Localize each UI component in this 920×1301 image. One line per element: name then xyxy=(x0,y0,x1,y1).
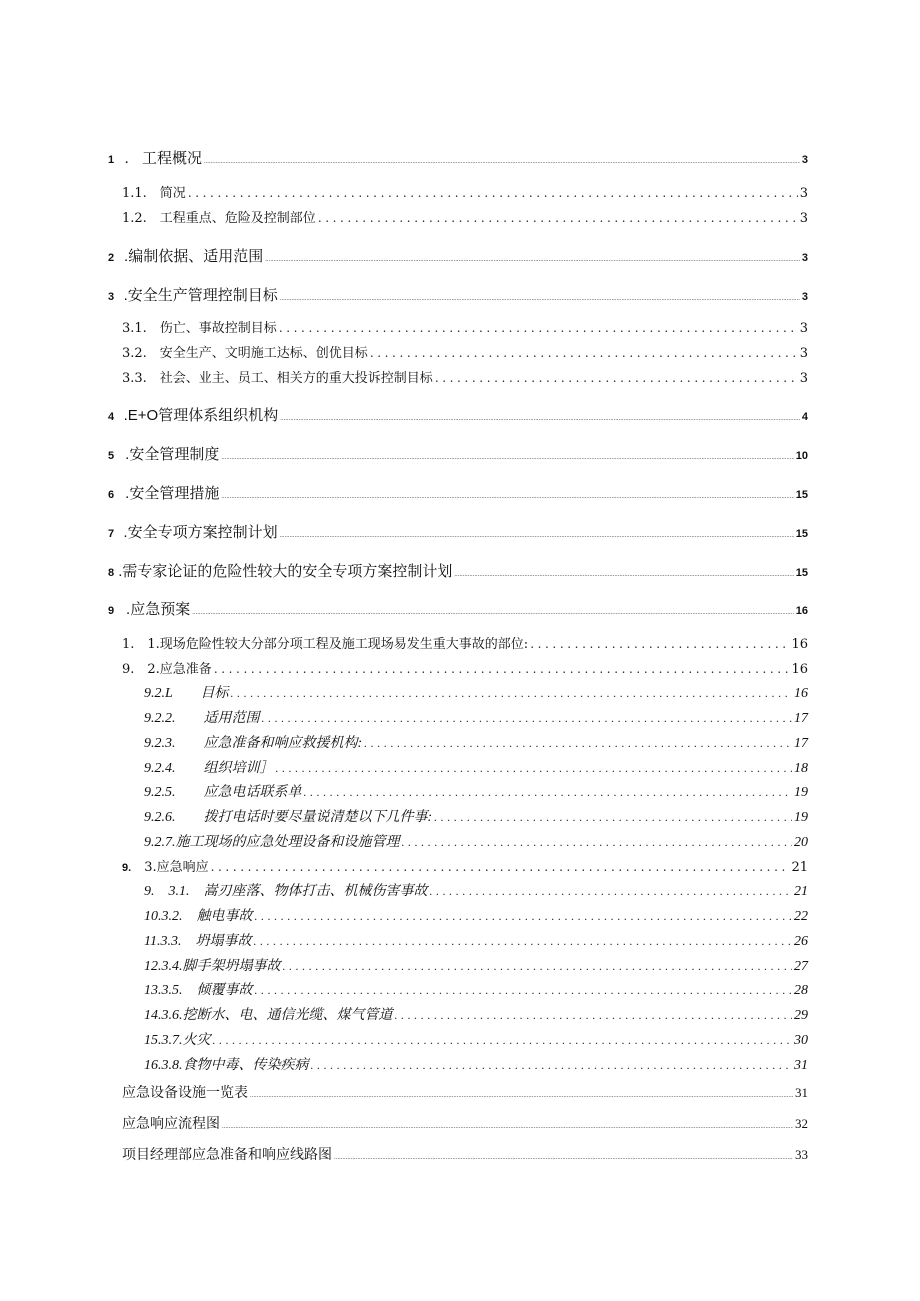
toc-entry-9-3-5[interactable] xyxy=(144,979,808,999)
toc-title: 3.3. 社会、业主、员工、相关方的重大投诉控制目标 xyxy=(122,371,433,386)
toc-title: 9. 2.应急准备 xyxy=(122,662,212,677)
toc-title: 16.3.8.食物中毒、传染疾病 xyxy=(144,1058,309,1073)
dot-leader xyxy=(255,983,793,998)
toc-number: 6 xyxy=(108,489,115,501)
dot-leader xyxy=(280,296,800,302)
toc-page-number: 16 xyxy=(791,637,808,652)
dot-leader xyxy=(279,321,798,335)
toc-page-number: 21 xyxy=(794,884,808,899)
toc-page-number: 27 xyxy=(794,959,808,974)
toc-page-number: 3 xyxy=(801,252,808,264)
toc-entry-7[interactable] xyxy=(108,521,808,542)
toc-entry-9-3[interactable] xyxy=(122,856,808,875)
toc-page-number: 19 xyxy=(794,810,808,825)
toc-title: 应急设备设施一览表 xyxy=(122,1084,248,1100)
toc-entry-9-3-2[interactable] xyxy=(144,905,808,925)
toc-entry-9-2-3[interactable] xyxy=(144,732,808,752)
dot-leader xyxy=(253,934,792,949)
toc-entry-9-2[interactable] xyxy=(122,658,808,677)
toc-entry-9-3-1[interactable] xyxy=(144,880,808,900)
dot-leader xyxy=(262,711,793,726)
toc-entry-1-1[interactable] xyxy=(122,182,808,201)
toc-entry-5[interactable] xyxy=(108,443,808,464)
toc-title: 9.2.4. 组织培训］ xyxy=(144,761,274,776)
dot-leader xyxy=(221,494,793,500)
toc-entry-9-2-4[interactable] xyxy=(144,757,808,777)
dot-leader xyxy=(250,1093,793,1099)
toc-title: 10.3.2. 触电事故 xyxy=(144,909,253,924)
toc-entry-9-2-2[interactable] xyxy=(144,707,808,727)
toc-title: 15.3.7.火灾 xyxy=(144,1033,211,1048)
dot-leader xyxy=(221,455,793,461)
dot-leader xyxy=(304,785,793,800)
toc-title: .需专家论证的危险性较大的安全专项方案控制计划 xyxy=(118,563,453,580)
toc-entry-9-2-5[interactable] xyxy=(144,781,808,801)
toc-page-number: 3 xyxy=(799,346,808,361)
toc-entry-9-3-6[interactable] xyxy=(144,1004,808,1024)
toc-page-number: 30 xyxy=(794,1033,808,1048)
toc-page-number: 15 xyxy=(795,567,808,579)
toc-title: 9.2.2. 适用范围 xyxy=(144,711,260,726)
dot-leader xyxy=(402,835,793,850)
toc-title: 13.3.5. 倾覆事故 xyxy=(144,983,253,998)
dot-leader xyxy=(204,159,800,165)
dot-leader xyxy=(364,736,792,751)
toc-page-number: 16 xyxy=(795,605,808,617)
toc-entry-3[interactable] xyxy=(108,284,808,305)
dot-leader xyxy=(188,186,798,200)
toc-entry-6[interactable] xyxy=(108,482,808,503)
toc-title: 3.应急响应 xyxy=(131,860,209,875)
dot-leader xyxy=(530,637,789,651)
toc-title: 3.1. 伤亡、事故控制目标 xyxy=(122,321,277,336)
toc-number: 7 xyxy=(108,528,115,540)
toc-page-number: 3 xyxy=(799,211,808,226)
toc-entry-1-2[interactable] xyxy=(122,207,808,226)
toc-number: 3 xyxy=(108,291,115,303)
toc-title: .编制依据、适用范围 xyxy=(124,248,264,265)
toc-page-number: 26 xyxy=(794,934,808,949)
dot-leader xyxy=(255,909,793,924)
toc-page-number: 28 xyxy=(794,983,808,998)
dot-leader xyxy=(213,1033,793,1048)
dot-leader xyxy=(211,860,790,874)
toc-page-number: 21 xyxy=(791,860,808,875)
dot-leader xyxy=(434,810,792,825)
toc-page-number: 16 xyxy=(794,686,808,701)
dot-leader xyxy=(214,662,790,676)
dot-leader xyxy=(276,761,793,776)
toc-page-number: 19 xyxy=(794,785,808,800)
toc-page-number: 31 xyxy=(794,1058,808,1073)
toc-page-number: 29 xyxy=(794,1008,808,1023)
toc-entry-9-3-8[interactable] xyxy=(144,1054,808,1074)
dot-leader xyxy=(370,346,798,360)
toc-entry-appendix-route-map[interactable] xyxy=(122,1144,808,1164)
toc-page-number: 15 xyxy=(795,528,808,540)
toc-title: .应急预案 xyxy=(126,601,191,618)
toc-page-number: 3 xyxy=(799,371,808,386)
toc-title: 9. 3.1. 嵩刃座落、物体打击、机械伤害事故 xyxy=(144,884,428,899)
toc-entry-appendix-flowchart[interactable] xyxy=(122,1113,808,1133)
toc-page-number: 16 xyxy=(791,662,808,677)
toc-entry-9-2-6[interactable] xyxy=(144,806,808,826)
toc-page-number: 3 xyxy=(801,154,808,166)
dot-leader xyxy=(265,257,800,263)
toc-page-number: 3 xyxy=(799,321,808,336)
dot-leader xyxy=(283,959,793,974)
toc-page-number: 17 xyxy=(794,711,808,726)
toc-entry-1[interactable] xyxy=(108,147,808,168)
toc-title: .安全专项方案控制计划 xyxy=(123,524,278,541)
toc-number: 1 . xyxy=(108,154,129,166)
toc-entry-9-3-3[interactable] xyxy=(144,930,808,950)
toc-page-number: 33 xyxy=(795,1147,808,1162)
toc-title: 9.2.3. 应急准备和响应救援机构: xyxy=(144,736,363,751)
dot-leader xyxy=(454,572,793,578)
dot-leader xyxy=(430,884,793,899)
toc-entry-9-1[interactable] xyxy=(122,633,808,652)
toc-number: 9. xyxy=(122,862,132,874)
dot-leader xyxy=(311,1058,793,1073)
toc-page-number: 17 xyxy=(794,736,808,751)
toc-title: .安全生产管理控制目标 xyxy=(123,287,278,304)
toc-title: 应急响应流程图 xyxy=(122,1115,220,1131)
toc-title: 项目经理部应急准备和响应线路图 xyxy=(122,1146,332,1162)
toc-number: 5 xyxy=(108,450,115,462)
dot-leader xyxy=(231,686,792,701)
toc-entry-2[interactable] xyxy=(108,245,808,266)
dot-leader xyxy=(435,371,798,385)
toc-page-number: 32 xyxy=(795,1116,808,1131)
toc-page-number: 4 xyxy=(801,411,808,423)
toc-entry-4[interactable] xyxy=(108,404,808,425)
toc-entry-9-2-7[interactable] xyxy=(144,831,808,851)
toc-entry-8[interactable] xyxy=(108,560,808,581)
toc-page-number: 15 xyxy=(795,489,808,501)
toc-page-number: 18 xyxy=(794,761,808,776)
toc-title: 3.2. 安全生产、文明施工达标、创优目标 xyxy=(122,346,368,361)
toc-entry-9-3-4[interactable] xyxy=(144,955,808,975)
toc-entry-9[interactable] xyxy=(108,598,808,619)
toc-title: .安全管理措施 xyxy=(125,485,220,502)
toc-title: 1.2. 工程重点、危险及控制部位 xyxy=(122,211,316,226)
toc-entry-9-2-1[interactable] xyxy=(144,682,808,702)
toc-title: 1.1. 简况 xyxy=(122,186,186,201)
toc-title: 12.3.4.脚手架坍塌事故 xyxy=(144,959,281,974)
toc-title: 9.2.7.施工现场的应急处理设备和设施管理 xyxy=(144,835,400,850)
toc-title: 9.2.L 目标 xyxy=(144,686,229,701)
toc-title: 14.3.6.挖断水、电、通信光缆、煤气管道 xyxy=(144,1008,393,1023)
toc-page-number: 3 xyxy=(801,291,808,303)
toc-page-number: 22 xyxy=(794,909,808,924)
toc-title: .安全管理制度 xyxy=(125,446,220,463)
toc-number: 9 xyxy=(108,605,115,617)
toc-page-number: 3 xyxy=(799,186,808,201)
toc-page-number: 10 xyxy=(795,450,808,462)
dot-leader xyxy=(280,533,794,539)
toc-entry-3-2[interactable] xyxy=(122,342,808,361)
toc-entry-3-3[interactable] xyxy=(122,367,808,386)
dot-leader xyxy=(280,416,800,422)
toc-entry-3-1[interactable] xyxy=(122,317,808,336)
dot-leader xyxy=(318,211,798,225)
dot-leader xyxy=(192,610,794,616)
toc-page-number: 20 xyxy=(794,835,808,850)
toc-title: 9.2.6. 拨打电话时要尽量说清楚以下几件事: xyxy=(144,810,433,825)
toc-title: .E+O管理体系组织机构 xyxy=(123,407,279,424)
toc-entry-appendix-equipment[interactable] xyxy=(122,1082,808,1102)
dot-leader xyxy=(334,1155,793,1161)
dot-leader xyxy=(222,1124,793,1130)
dot-leader xyxy=(395,1008,793,1023)
toc-title: 1. 1.现场危险性较大分部分项工程及施工现场易发生重大事故的部位: xyxy=(122,637,529,652)
toc-number: 2 xyxy=(108,252,115,264)
toc-title: 9.2.5. 应急电话联系单 xyxy=(144,785,302,800)
toc-title: 11.3.3. 坍塌事故 xyxy=(144,934,252,949)
toc-page-number: 31 xyxy=(795,1085,808,1100)
toc-number: 4 xyxy=(108,411,115,423)
toc-entry-9-3-7[interactable] xyxy=(144,1029,808,1049)
toc-number: 8 xyxy=(108,567,115,579)
toc-title: 工程概况 xyxy=(141,150,202,167)
